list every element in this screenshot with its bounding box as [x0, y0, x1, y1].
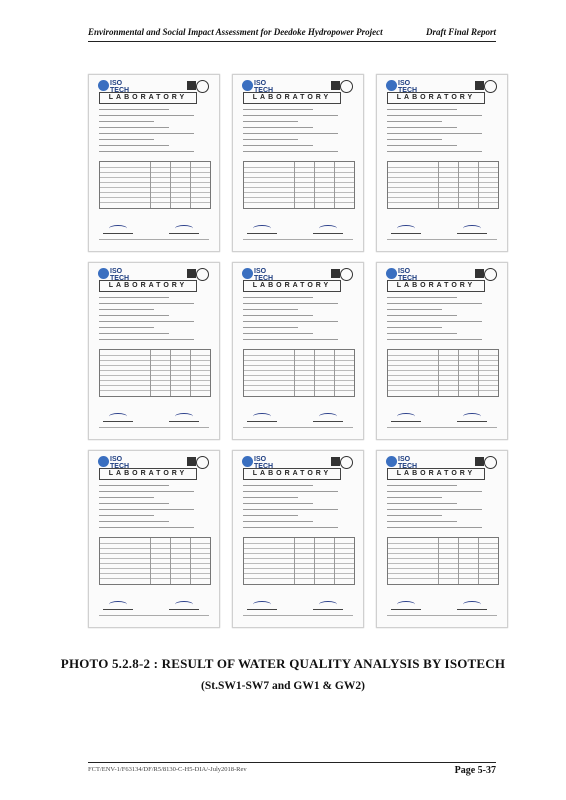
table-row: [100, 167, 210, 168]
report-text-line: [387, 339, 482, 340]
accreditation-mark-icon: [331, 81, 340, 90]
report-text-line: [99, 127, 169, 128]
logo-text: ISO TECH: [398, 80, 418, 94]
certification-seal-icon: [340, 80, 353, 93]
laboratory-banner: LABORATORY: [387, 468, 485, 480]
report-text-line: [243, 497, 298, 498]
report-text-line: [99, 315, 169, 316]
logo-text: ISO TECH: [254, 268, 274, 282]
certification-seal-icon: [196, 456, 209, 469]
report-text-line: [387, 503, 457, 504]
isotech-logo: [242, 80, 274, 94]
accreditation-mark-icon: [187, 457, 196, 466]
table-row: [100, 360, 210, 361]
sheet-footer-rule: [99, 427, 209, 428]
table-row: [100, 563, 210, 564]
table-column-rule: [170, 350, 171, 396]
signature-scribble: [109, 413, 127, 420]
table-row: [100, 568, 210, 569]
isotech-logo: [98, 80, 130, 94]
accreditation-mark-icon: [187, 81, 196, 90]
report-text-line: [387, 151, 482, 152]
signature-scribble: [253, 225, 271, 232]
signature-scribble: [175, 225, 193, 232]
report-text-line: [243, 491, 338, 492]
logo-mark-icon: [98, 268, 109, 279]
table-row: [244, 543, 354, 544]
table-column-rule: [150, 538, 151, 584]
lab-report-sheet: [88, 262, 220, 440]
table-row: [244, 365, 354, 366]
sheet-footer-rule: [99, 239, 209, 240]
report-text-line: [387, 139, 442, 140]
report-text-line: [99, 339, 194, 340]
accreditation-mark-icon: [475, 81, 484, 90]
signature: [313, 411, 343, 422]
table-row: [244, 380, 354, 381]
signature: [247, 411, 277, 422]
table-row: [244, 167, 354, 168]
signature-scribble: [463, 413, 481, 420]
table-row: [244, 578, 354, 579]
report-text-line: [99, 297, 169, 298]
page-header: [88, 27, 496, 42]
laboratory-banner: LABORATORY: [387, 92, 485, 104]
report-text-line: [387, 145, 457, 146]
report-text-line: [387, 321, 482, 322]
table-column-rule: [190, 350, 191, 396]
signature: [103, 411, 133, 422]
sheet-footer-rule: [387, 239, 497, 240]
photo-caption-title: PHOTO 5.2.8-2 : RESULT OF WATER QUALITY ANALYSIS BY ISOTECH: [60, 656, 506, 671]
logo-text: ISO TECH: [398, 268, 418, 282]
report-text-line: [243, 309, 298, 310]
table-row: [100, 187, 210, 188]
certification-seal-icon: [340, 268, 353, 281]
report-text-line: [99, 503, 169, 504]
table-row: [388, 172, 498, 173]
signature: [313, 223, 343, 234]
lab-report-sheet: [88, 450, 220, 628]
table-column-rule: [170, 538, 171, 584]
report-text-line: [387, 515, 442, 516]
results-table: [387, 161, 499, 209]
signature-scribble: [319, 413, 337, 420]
logo-mark-icon: [386, 80, 397, 91]
report-text-line: [243, 121, 298, 122]
footer-document-code: FCT/ENV-1/F63134/DF/R5/8130-C-H5-DIA/-July2018-Rev: [88, 766, 247, 773]
report-text-line: [99, 115, 194, 116]
table-row: [244, 558, 354, 559]
lab-report-sheet: [88, 74, 220, 252]
report-text-line: [243, 327, 298, 328]
signature: [247, 599, 277, 610]
table-row: [388, 385, 498, 386]
laboratory-banner: LABORATORY: [99, 280, 197, 292]
signature: [169, 411, 199, 422]
report-text-line: [99, 121, 154, 122]
laboratory-banner: LABORATORY: [99, 468, 197, 480]
logo-text: ISO TECH: [398, 456, 418, 470]
signature-scribble: [319, 601, 337, 608]
report-text-line: [99, 145, 169, 146]
signature: [313, 599, 343, 610]
table-row: [100, 390, 210, 391]
header-report-status: Draft Final Report: [425, 27, 496, 37]
certification-seal-icon: [484, 80, 497, 93]
report-text-line: [243, 509, 338, 510]
table-column-rule: [458, 162, 459, 208]
report-text-line: [243, 303, 338, 304]
logo-text: ISO TECH: [254, 456, 274, 470]
isotech-logo: [242, 268, 274, 282]
signature: [457, 223, 487, 234]
table-column-rule: [478, 162, 479, 208]
table-row: [388, 177, 498, 178]
signature-scribble: [397, 413, 415, 420]
report-text-line: [243, 503, 313, 504]
accreditation-mark-icon: [475, 269, 484, 278]
sheet-footer-rule: [387, 615, 497, 616]
logo-mark-icon: [242, 456, 253, 467]
table-row: [388, 355, 498, 356]
certification-seal-icon: [340, 456, 353, 469]
sheet-footer-rule: [243, 239, 353, 240]
table-column-rule: [478, 538, 479, 584]
table-row: [388, 192, 498, 193]
report-text-line: [99, 309, 154, 310]
table-row: [244, 355, 354, 356]
table-row: [244, 197, 354, 198]
table-row: [388, 553, 498, 554]
signature: [247, 223, 277, 234]
laboratory-banner: LABORATORY: [243, 280, 341, 292]
signature: [103, 223, 133, 234]
report-text-line: [387, 115, 482, 116]
report-text-line: [99, 139, 154, 140]
header-document-title: Environmental and Social Impact Assessment for Deedoke Hydropower Project: [88, 27, 383, 37]
report-text-line: [243, 127, 313, 128]
table-row: [100, 578, 210, 579]
report-text-line: [243, 485, 313, 486]
report-text-line: [243, 151, 338, 152]
table-column-rule: [150, 350, 151, 396]
report-text-line: [243, 521, 313, 522]
signature: [103, 599, 133, 610]
logo-text: ISO TECH: [110, 80, 130, 94]
photo-caption-subtitle: (St.SW1-SW7 and GW1 & GW2): [201, 680, 365, 692]
table-row: [244, 177, 354, 178]
results-table: [387, 537, 499, 585]
table-row: [388, 568, 498, 569]
report-text-line: [99, 527, 194, 528]
table-row: [100, 365, 210, 366]
signature-scribble: [463, 225, 481, 232]
table-row: [388, 543, 498, 544]
report-text-line: [243, 315, 313, 316]
report-text-line: [99, 521, 169, 522]
table-row: [244, 182, 354, 183]
report-text-line: [387, 315, 457, 316]
logo-mark-icon: [98, 80, 109, 91]
logo-mark-icon: [98, 456, 109, 467]
sheet-footer-rule: [99, 615, 209, 616]
table-row: [244, 563, 354, 564]
report-text-line: [99, 509, 194, 510]
report-text-line: [387, 297, 457, 298]
table-row: [244, 360, 354, 361]
report-text-line: [99, 151, 194, 152]
signature: [169, 223, 199, 234]
report-text-line: [99, 485, 169, 486]
certification-seal-icon: [484, 456, 497, 469]
table-row: [388, 187, 498, 188]
table-row: [388, 375, 498, 376]
laboratory-banner: LABORATORY: [243, 468, 341, 480]
report-text-line: [99, 133, 194, 134]
report-text-line: [243, 297, 313, 298]
table-column-rule: [334, 162, 335, 208]
table-row: [244, 172, 354, 173]
table-column-rule: [294, 538, 295, 584]
table-row: [100, 553, 210, 554]
table-row: [100, 192, 210, 193]
isotech-logo: [386, 268, 418, 282]
table-row: [100, 548, 210, 549]
report-text-line: [387, 497, 442, 498]
signature: [169, 599, 199, 610]
results-table: [99, 537, 211, 585]
report-text-line: [99, 497, 154, 498]
signature: [391, 411, 421, 422]
page-footer: [88, 762, 496, 777]
table-row: [100, 375, 210, 376]
sheet-footer-rule: [243, 615, 353, 616]
signature-scribble: [175, 413, 193, 420]
report-text-line: [387, 485, 457, 486]
table-row: [100, 172, 210, 173]
table-row: [388, 573, 498, 574]
report-text-line: [387, 509, 482, 510]
table-column-rule: [190, 162, 191, 208]
table-row: [100, 543, 210, 544]
report-text-line: [243, 321, 338, 322]
certification-seal-icon: [196, 80, 209, 93]
report-text-line: [99, 333, 169, 334]
lab-report-sheet: [376, 262, 508, 440]
page-number: Page 5-37: [454, 765, 496, 776]
report-text-line: [243, 115, 338, 116]
report-text-line: [387, 521, 457, 522]
table-column-rule: [314, 162, 315, 208]
table-column-rule: [334, 350, 335, 396]
report-text-line: [387, 109, 457, 110]
results-table: [99, 161, 211, 209]
report-text-line: [243, 133, 338, 134]
accreditation-mark-icon: [475, 457, 484, 466]
laboratory-banner: LABORATORY: [99, 92, 197, 104]
report-text-line: [243, 139, 298, 140]
signature-scribble: [109, 225, 127, 232]
results-table: [243, 349, 355, 397]
sheet-footer-rule: [387, 427, 497, 428]
table-row: [100, 177, 210, 178]
report-text-line: [243, 145, 313, 146]
certification-seal-icon: [484, 268, 497, 281]
accreditation-mark-icon: [331, 269, 340, 278]
report-text-line: [387, 327, 442, 328]
table-row: [388, 360, 498, 361]
table-row: [244, 370, 354, 371]
report-text-line: [243, 527, 338, 528]
isotech-logo: [98, 268, 130, 282]
lab-report-sheet: [376, 450, 508, 628]
isotech-logo: [386, 456, 418, 470]
lab-report-sheet: [232, 262, 364, 440]
sheet-footer-rule: [243, 427, 353, 428]
table-row: [388, 380, 498, 381]
table-row: [100, 573, 210, 574]
table-column-rule: [438, 538, 439, 584]
report-text-line: [243, 333, 313, 334]
table-column-rule: [438, 162, 439, 208]
logo-mark-icon: [242, 80, 253, 91]
laboratory-banner: LABORATORY: [243, 92, 341, 104]
lab-report-sheet: [232, 74, 364, 252]
accreditation-mark-icon: [187, 269, 196, 278]
table-row: [100, 380, 210, 381]
report-text-line: [387, 333, 457, 334]
report-text-line: [99, 491, 194, 492]
report-text-line: [243, 515, 298, 516]
certification-seal-icon: [196, 268, 209, 281]
isotech-logo: [242, 456, 274, 470]
table-row: [388, 548, 498, 549]
signature: [391, 223, 421, 234]
logo-mark-icon: [386, 456, 397, 467]
signature: [457, 411, 487, 422]
table-column-rule: [334, 538, 335, 584]
report-text-line: [387, 303, 482, 304]
table-row: [100, 385, 210, 386]
table-row: [244, 187, 354, 188]
isotech-logo: [98, 456, 130, 470]
table-column-rule: [458, 538, 459, 584]
report-text-line: [243, 109, 313, 110]
signature-scribble: [463, 601, 481, 608]
table-row: [388, 197, 498, 198]
table-column-rule: [170, 162, 171, 208]
logo-mark-icon: [386, 268, 397, 279]
report-text-line: [387, 121, 442, 122]
report-text-line: [387, 309, 442, 310]
table-row: [100, 558, 210, 559]
results-table: [243, 537, 355, 585]
table-row: [100, 197, 210, 198]
report-text-line: [387, 133, 482, 134]
signature-scribble: [175, 601, 193, 608]
table-row: [388, 365, 498, 366]
table-row: [244, 375, 354, 376]
table-column-rule: [294, 350, 295, 396]
table-row: [388, 202, 498, 203]
signature: [391, 599, 421, 610]
table-column-rule: [314, 350, 315, 396]
isotech-logo: [386, 80, 418, 94]
table-row: [388, 182, 498, 183]
logo-text: ISO TECH: [254, 80, 274, 94]
table-column-rule: [478, 350, 479, 396]
results-table: [387, 349, 499, 397]
report-text-line: [99, 515, 154, 516]
table-row: [244, 548, 354, 549]
signature: [457, 599, 487, 610]
table-row: [244, 385, 354, 386]
table-column-rule: [438, 350, 439, 396]
signature-scribble: [397, 225, 415, 232]
table-column-rule: [458, 350, 459, 396]
table-row: [388, 558, 498, 559]
table-row: [388, 563, 498, 564]
signature-scribble: [109, 601, 127, 608]
report-text-line: [387, 527, 482, 528]
signature-scribble: [319, 225, 337, 232]
table-row: [244, 568, 354, 569]
table-row: [244, 390, 354, 391]
report-text-line: [99, 327, 154, 328]
table-column-rule: [150, 162, 151, 208]
report-text-line: [99, 109, 169, 110]
table-row: [244, 202, 354, 203]
table-row: [100, 182, 210, 183]
table-row: [244, 573, 354, 574]
lab-report-sheet: [376, 74, 508, 252]
table-row: [100, 202, 210, 203]
table-row: [244, 192, 354, 193]
report-text-line: [387, 491, 482, 492]
logo-mark-icon: [242, 268, 253, 279]
signature-scribble: [253, 601, 271, 608]
table-row: [388, 370, 498, 371]
table-column-rule: [314, 538, 315, 584]
table-row: [100, 370, 210, 371]
table-column-rule: [190, 538, 191, 584]
table-row: [388, 578, 498, 579]
lab-report-photo-grid: [88, 74, 508, 640]
laboratory-banner: LABORATORY: [387, 280, 485, 292]
report-text-line: [243, 339, 338, 340]
logo-text: ISO TECH: [110, 268, 130, 282]
table-row: [100, 355, 210, 356]
results-table: [243, 161, 355, 209]
report-text-line: [99, 321, 194, 322]
logo-text: ISO TECH: [110, 456, 130, 470]
table-row: [388, 390, 498, 391]
table-row: [244, 553, 354, 554]
report-text-line: [99, 303, 194, 304]
lab-report-sheet: [232, 450, 364, 628]
table-row: [388, 167, 498, 168]
signature-scribble: [397, 601, 415, 608]
results-table: [99, 349, 211, 397]
table-column-rule: [294, 162, 295, 208]
accreditation-mark-icon: [331, 457, 340, 466]
report-text-line: [387, 127, 457, 128]
signature-scribble: [253, 413, 271, 420]
